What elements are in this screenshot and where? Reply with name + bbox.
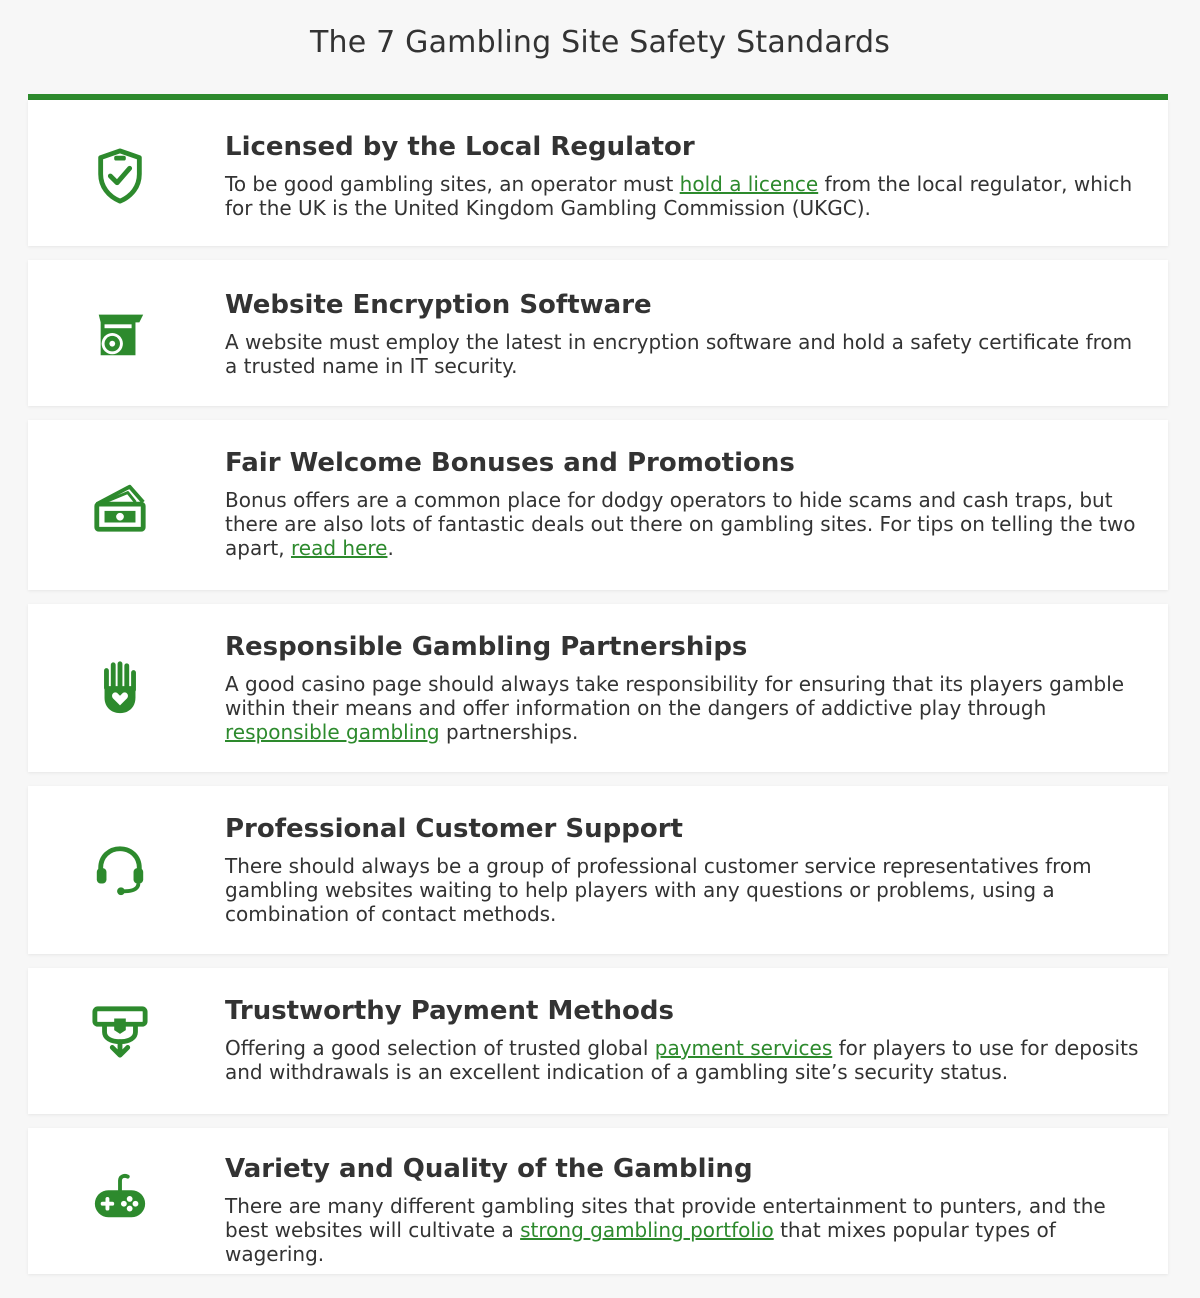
item-heading: Responsible Gambling Partnerships xyxy=(225,632,748,662)
item-description: Bonus offers are a common place for dodgy operators to hide scams and cash traps, but there are also lots of fantastic deals out there on gambling sites. For tips on telling the two apart, read here. xyxy=(225,488,1136,560)
money-stack-icon xyxy=(90,478,150,538)
responsible-gambling-link[interactable]: responsible gambling xyxy=(225,720,440,744)
list-item xyxy=(28,786,1168,954)
strong-gambling-portfolio-link[interactable]: strong gambling portfolio xyxy=(520,1218,774,1242)
item-description: Offering a good selection of trusted global payment services for players to use for deposits and withdrawals is an excellent indication of a gambling site’s security status. xyxy=(225,1036,1139,1084)
item-heading: Licensed by the Local Regulator xyxy=(225,132,695,162)
list-item xyxy=(28,260,1168,406)
item-description: To be good gambling sites, an operator must hold a licence from the local regulator, which for the UK is the United Kingdom Gambling Commission (UKGC). xyxy=(225,172,1133,220)
safe-disc-icon xyxy=(90,304,150,364)
item-heading: Website Encryption Software xyxy=(225,290,652,320)
standards-list xyxy=(28,94,1168,1266)
item-heading: Trustworthy Payment Methods xyxy=(225,996,674,1026)
item-heading: Fair Welcome Bonuses and Promotions xyxy=(225,448,795,478)
list-item xyxy=(28,1128,1168,1274)
payment-terminal-icon xyxy=(90,1002,150,1062)
item-heading: Variety and Quality of the Gambling xyxy=(225,1154,753,1184)
item-description: There are many different gambling sites that provide entertainment to punters, and the best websites will cultivate a strong gambling portfolio that mixes popular types of wagering. xyxy=(225,1194,1106,1266)
payment-services-link[interactable]: payment services xyxy=(654,1036,833,1060)
list-item xyxy=(28,100,1168,246)
item-description: A good casino page should always take responsibility for ensuring that its players gamble within their means and offer information on the dangers of addictive play through responsible gambling partnerships. xyxy=(225,672,1125,744)
gamepad-icon xyxy=(90,1166,150,1226)
item-heading: Professional Customer Support xyxy=(225,814,683,844)
shield-check-icon xyxy=(90,146,150,206)
read-here-link[interactable]: read here xyxy=(291,536,388,560)
item-description: There should always be a group of professional customer service representatives from gambling websites waiting to help players with any questions or problems, using a combination of contact methods. xyxy=(225,854,1092,926)
page-title: The 7 Gambling Site Safety Standards xyxy=(309,25,891,60)
hold-a-licence-link[interactable]: hold a licence xyxy=(679,172,819,196)
item-description: A website must employ the latest in encryption software and hold a safety certificate from a trusted name in IT security. xyxy=(225,330,1133,378)
headset-icon xyxy=(90,840,150,900)
list-item xyxy=(28,420,1168,590)
hand-heart-icon xyxy=(90,658,150,718)
list-item xyxy=(28,968,1168,1114)
list-item xyxy=(28,604,1168,772)
